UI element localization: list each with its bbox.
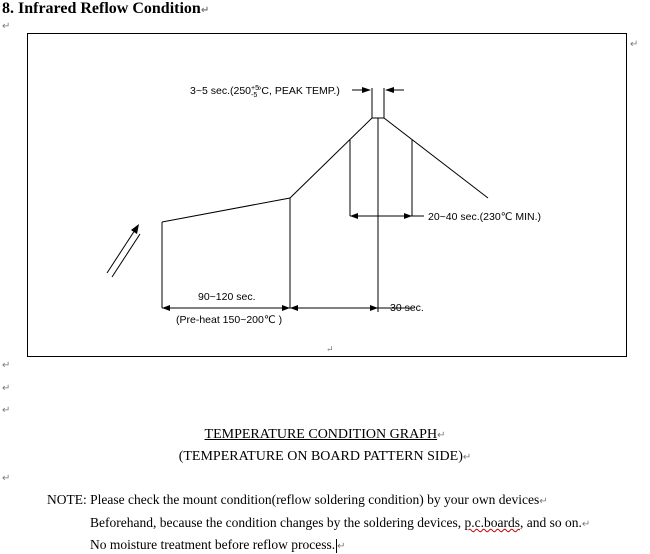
paragraph-mark: ↵ [2,360,11,371]
ramp-arrow-line [107,230,135,273]
preheat-temp-label: (Pre-heat 150~200℃ ) [176,314,283,326]
above-230-time-label: 20~40 sec.(230℃ MIN.) [428,211,542,223]
note-line-2: Beforehand, because the condition changes by the soldering devices, p.c.boards, and so on.↵ [90,515,591,530]
paragraph-mark: ↵ [2,21,11,32]
spellcheck-flagged-word: p.c.boards [464,515,520,530]
section-heading: 8. Infrared Reflow Condition↵ [2,0,210,17]
reflow-time-label: 30 sec. [390,302,424,314]
peak-time-label: 3~5 $\sec.(250^{+5}$ -5°C, PEAK TEMP.) [190,85,340,99]
preheat-time-label: 90~120 sec. [198,291,256,303]
paragraph-mark: ↵ [2,473,11,484]
graph-title: TEMPERATURE CONDITION GRAPH↵ [204,427,446,442]
paragraph-mark: ↵ [326,344,334,354]
paragraph-mark: ↵ [200,5,210,16]
graph-subtitle: (TEMPERATURE ON BOARD PATTERN SIDE)↵ [178,449,472,464]
paragraph-mark: ↵ [2,383,11,394]
paragraph-mark: ↵ [2,405,11,416]
note-line-1: NOTE: Please check the mount condition(reflow soldering condition) by your own devices↵ [47,492,548,507]
paragraph-mark: ↵ [630,39,639,50]
reflow-profile-curve [162,118,488,222]
note-line-3: No moisture treatment before reflow process. ↵ [90,537,346,552]
